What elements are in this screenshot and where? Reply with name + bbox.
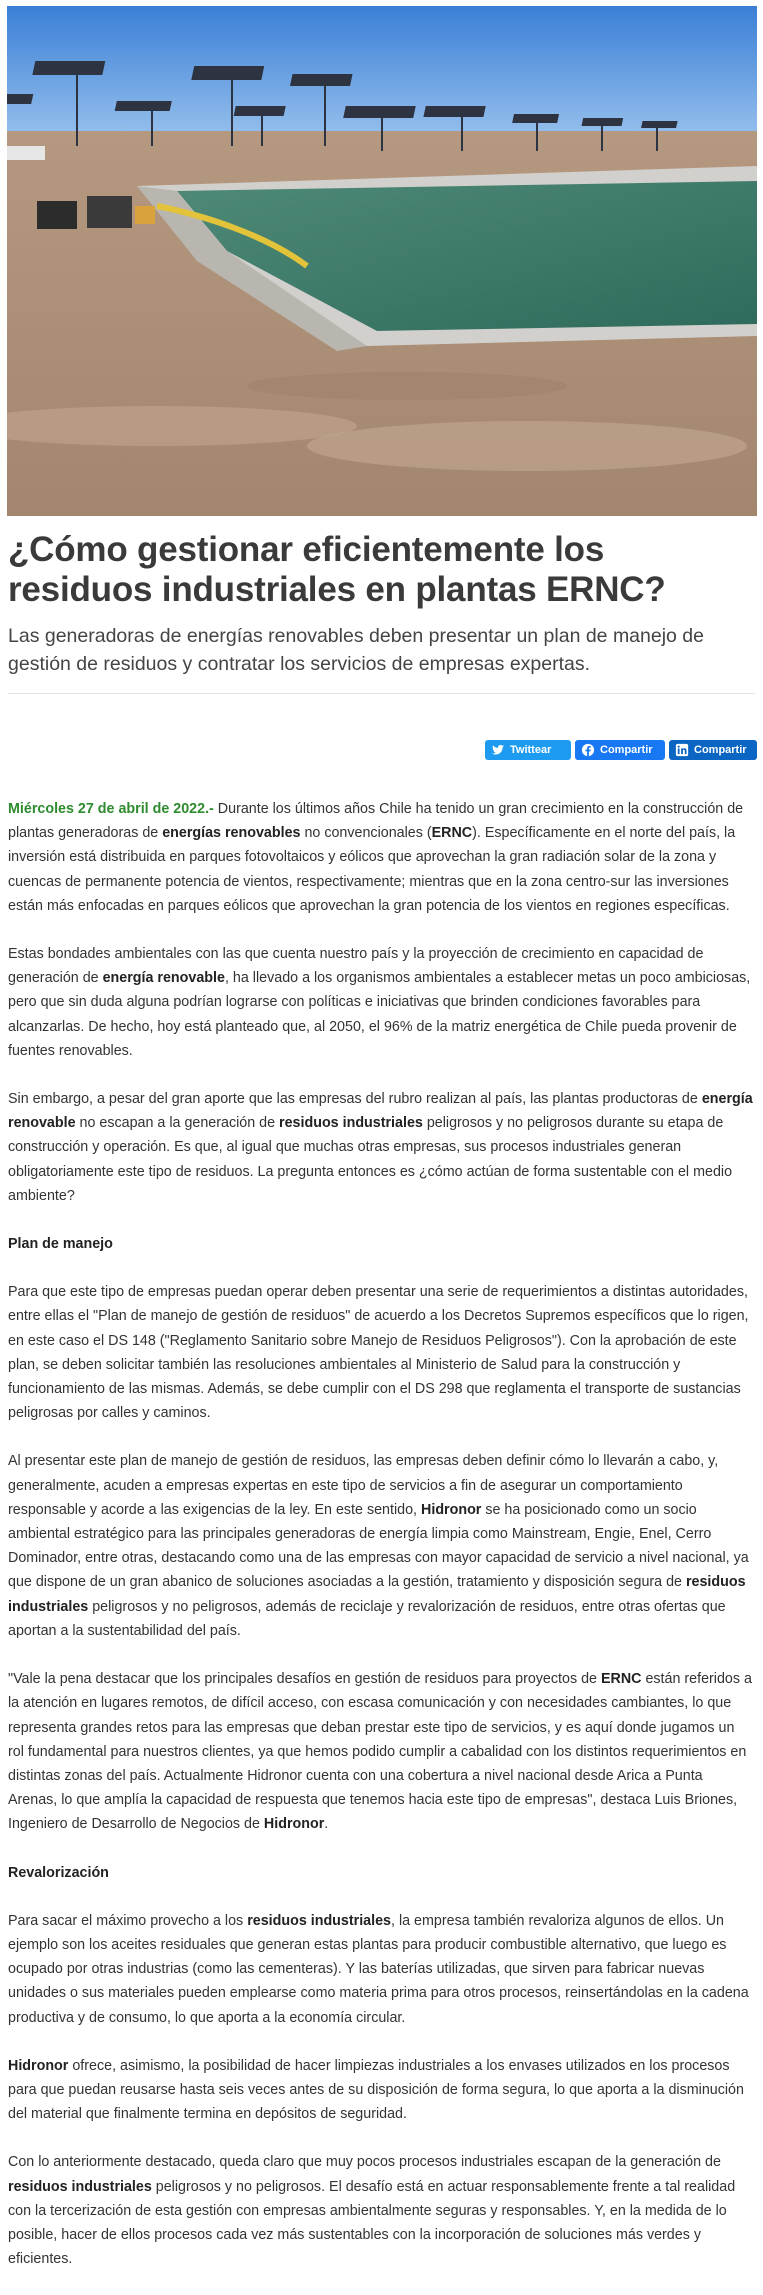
hero-image [7,6,757,516]
section-heading-revalorizacion: Revalorización [8,1864,109,1881]
paragraph-text: Para sacar el máximo provecho a los [8,1912,248,1929]
twitter-share-label: Twittear [510,744,552,756]
paragraph-text: Con lo anteriormente destacado, queda claro que muy pocos procesos industriales escapan de la generación de [8,2154,721,2171]
paragraph-text: están referidos a la atención en lugares remotos, de difícil acceso, con escasa comunicación y con necesidades cambiantes, lo que representa grandes retos para las empresas que deban prestar este tipo de servicios, y es aquí donde jugamos un rol fundamental para nuestros clientes, ya que hemos podido cumplir a cabalidad con los distintos requerimientos en distintas zonas del país. Actualmente Hidronor cuenta con una cobertura a nivel nacional desde Arica a Punta Arenas, lo que amplía la capacidad de respuesta que tenemos hacia este tipo de empresas", destaca Luis Briones, Ingeniero de Desarrollo de Negocios de [8,1671,752,1833]
article-subtitle: Las generadoras de energías renovables deben presentar un plan de manejo de gestión de residuos y contratar los servicios de empresas expertas. [8,625,705,675]
keyword: energía renovable [102,970,225,987]
paragraph-text: peligrosos y no peligrosos. El desafío está en actuar responsablemente frente a tal realidad con la tercerización de esta gestión con empresas ambientalmente seguras y responsables. Y, en la medida de lo posible, hacer de ellos procesos cada vez más sustentables con la incorporación de soluciones más verdes y eficientes. [8,2178,736,2268]
keyword: residuos industriales [279,1115,423,1132]
share-buttons [485,740,757,760]
paragraph-text: peligrosos y no peligrosos durante su etapa de construcción y operación. Es que, al igual que muchas otras empresas, sus procesos industriales generan obligatoriamente este tipo de residuos. La pregunta entonces es ¿cómo actúan de forma sustentable con el medio ambiente? [8,1115,733,1204]
paragraph-text: no escapan a la generación de [75,1115,280,1132]
keyword: Hidronor [421,1501,482,1518]
paragraph-text: "Vale la pena destacar que los principales desafíos en gestión de residuos para proyectos de [8,1671,601,1688]
facebook-icon [581,743,595,757]
paragraph-1 [8,797,753,918]
paragraph-7 [8,1909,753,2030]
facebook-share-button[interactable] [575,740,665,760]
paragraph-text: Sin embargo, a pesar del gran aporte que las empresas del rubro realizan al país, las plantas productoras de [8,1091,702,1108]
paragraph-text: no convencionales ( [300,825,432,842]
divider [8,693,755,694]
paragraph-5 [8,1449,753,1643]
paragraph-text: ofrece, asimismo, la posibilidad de hacer limpiezas industriales a los envases utilizados en los procesos para que puedan reusarse hasta seis veces antes de su disposición de forma segura, lo que aporta a la disminución del material que finalmente termina en depósitos de seguridad. [8,2057,744,2123]
paragraph-text: , la empresa también revaloriza algunos de ellos. Un ejemplo son los aceites residuales que generan estas plantas para producir combustible alternativo, que luego es ocupado por otras industrias (como las cementeras). Y las baterías utilizadas, que sirven para fabricar nuevas unidades o sus materiales pueden emplearse como materia prima para otros procesos, reinsertándolas en la cadena productiva y de consumo, lo que aporta a la economía circular. [8,1912,749,2026]
paragraph-text: ). Específicamente en el norte del país, la inversión está distribuida en parques fotovoltaicos y eólicos que aprovechan la gran radiación solar de la zona y cuencas de permanente potencia de vientos, respectivamente; mientras que en la zona centro-sur las inversiones están más enfocadas en parques eólicos que aprovechan la gran potencia de los vientos en regiones específicas. [8,825,736,914]
keyword: residuos industriales [8,2178,152,2195]
paragraph-3 [8,1087,753,1208]
solar-plant-photo [7,6,757,516]
paragraph-text: , ha llevado a los organismos ambientales a establecer metas un poco ambiciosas, pero que sin duda alguna podrían lograrse con políticas e iniciativas que brinden condiciones favorables para alcanzarlas. De hecho, hoy está planteado que, al 2050, el 96% de la matriz energética de Chile pueda provenir de fuentes renovables. [8,970,751,1059]
paragraph-text: Al presentar este plan de manejo de gestión de residuos, las empresas deben definir cómo lo llevarán a cabo, y, generalmente, acuden a empresas expertas en este tipo de servicios a fin de asegurar un comportamiento responsable y acorde a las exigencias de la ley. En este sentido, [8,1453,719,1518]
paragraph-9 [8,2150,753,2271]
paragraph-4: Para que este tipo de empresas puedan operar deben presentar una serie de requerimientos a distintas autoridades, entre ellas el "Plan de manejo de gestión de residuos" de acuerdo a los Decretos Supremos específicos que lo rigen, en este caso el DS 148 ("Reglamento Sanitario sobre Manejo de Residuos Peligrosos"). Con la aprobación de este plan, se deben solicitar también las resoluciones ambientales al Ministerio de Salud para la construcción y funcionamiento de las mismas. Además, se debe cumplir con el DS 298 que reglamenta el transporte de sustancias peligrosas por calles y caminos. [8,1284,749,1422]
section-heading-plan: Plan de manejo [8,1236,113,1253]
paragraph-text: peligrosos y no peligrosos, además de reciclaje y revalorización de residuos, entre otras ofertas que aportan a la sustentabilidad del país. [8,1598,726,1639]
article-title: ¿Cómo gestionar eficientemente los residuos industriales en plantas ERNC? [8,530,666,609]
article-date: Miércoles 27 de abril de 2022.- [8,801,214,817]
linkedin-share-button[interactable] [669,740,757,760]
facebook-share-label: Compartir [600,744,653,756]
twitter-share-button[interactable] [485,740,571,760]
twitter-icon [491,743,505,757]
linkedin-share-label: Compartir [694,744,747,756]
paragraph-6 [8,1667,753,1836]
keyword: residuos industriales [8,1574,746,1615]
paragraph-text: . [324,1816,329,1833]
linkedin-icon [675,743,689,757]
keyword: Hidronor [8,2057,69,2074]
paragraph-text: Estas bondades ambientales con las que cuenta nuestro país y la proyección de crecimiento en capacidad de generación de [8,946,704,987]
article-body [8,797,753,2295]
keyword: ERNC [600,1671,642,1688]
paragraph-text: se ha posicionado como un socio ambiental estratégico para las principales generadoras de energía limpia como Mainstream, Engie, Enel, Cerro Dominador, entre otras, destacando como una de las empresas con mayor capacidad de servicio a nivel nacional, ya que dispone de un gran abanico de soluciones asociadas a la gestión, tratamiento y disposición segura de [8,1501,749,1591]
keyword: energías renovables [162,825,301,842]
keyword: ERNC [431,825,473,842]
keyword: energía renovable [8,1091,753,1132]
paragraph-2 [8,942,753,1063]
keyword: Hidronor [263,1816,325,1833]
paragraph-text: Durante los últimos años Chile ha tenido un gran crecimiento en la construcción de plantas generadoras de [8,801,744,842]
keyword: residuos industriales [247,1912,391,1929]
paragraph-8 [8,2054,753,2127]
